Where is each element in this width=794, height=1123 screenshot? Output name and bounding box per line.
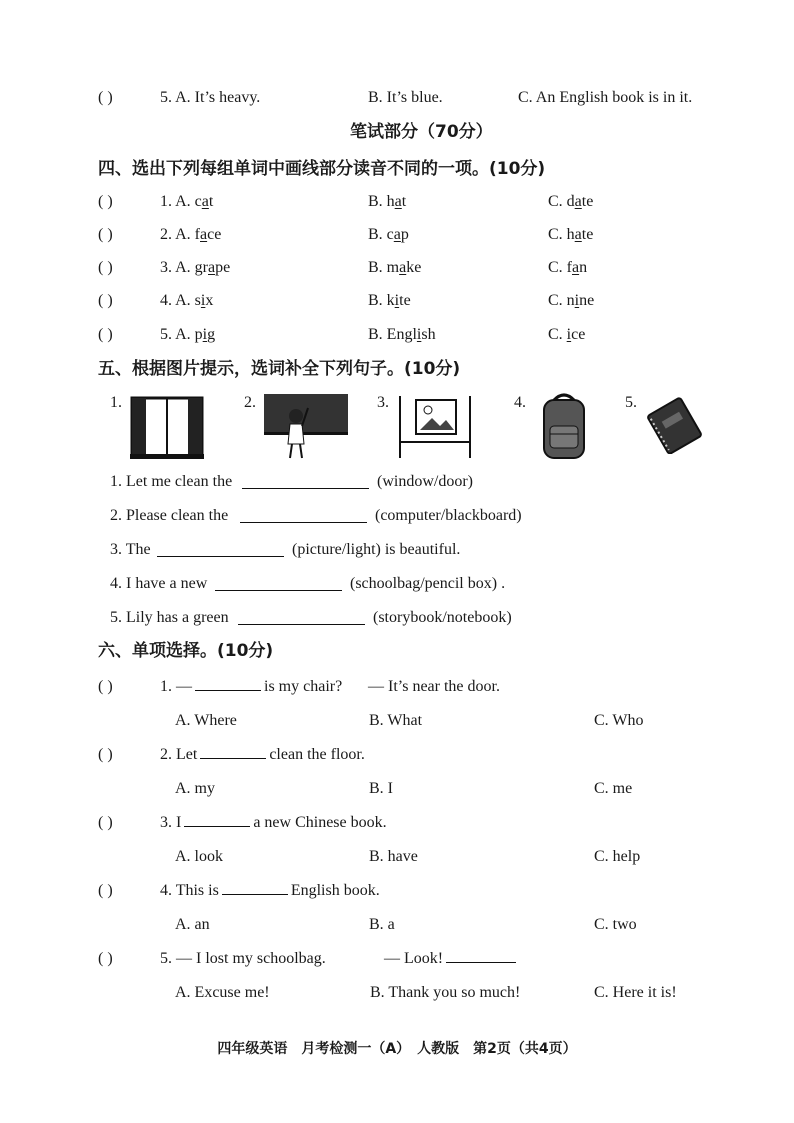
option-a: A. Excuse me! <box>175 984 270 1001</box>
word-part: C. n <box>548 292 575 309</box>
underlined-letter: a <box>574 193 582 210</box>
stem-pre: 2. Let <box>160 746 198 763</box>
word-part: te <box>399 292 411 309</box>
answer-paren[interactable]: ( ) <box>98 814 113 831</box>
option-a: A. an <box>175 916 210 933</box>
answer-paren[interactable]: ( ) <box>98 89 113 106</box>
word-part: 2. A. f <box>160 226 200 243</box>
underlined-letter: a <box>399 259 407 276</box>
stem-pre: 4. This is <box>160 882 219 899</box>
reply-text <box>384 944 519 974</box>
option-b: B. Thank you so much! <box>370 984 521 1001</box>
answer-paren[interactable]: ( ) <box>98 226 113 243</box>
answer-blank[interactable] <box>195 689 261 691</box>
s4-question-2 <box>0 220 794 250</box>
sentence-text: 3. The <box>110 541 151 558</box>
s6-options-1 <box>0 706 794 736</box>
word-part: 4. A. s <box>160 292 201 309</box>
s6-options-5 <box>0 978 794 1008</box>
answer-blank[interactable] <box>222 893 288 895</box>
answer-paren[interactable]: ( ) <box>98 326 113 343</box>
picture-number-4: 4. <box>514 394 526 411</box>
option-b: B. a <box>369 916 395 933</box>
word-part: t <box>208 193 214 210</box>
notebook-icon <box>645 396 703 454</box>
answer-blank[interactable] <box>215 589 342 591</box>
answer-paren[interactable]: ( ) <box>98 950 113 967</box>
option-b <box>368 187 406 217</box>
option-a <box>160 253 230 283</box>
picture-number-2: 2. <box>244 394 256 411</box>
underlined-letter: i <box>416 326 422 343</box>
word-part: pe <box>215 259 231 276</box>
option-a <box>160 320 215 350</box>
s5-sentence-1 <box>0 467 794 497</box>
sentence-text: 1. Let me clean the <box>110 473 233 490</box>
option-c <box>548 253 587 283</box>
s6-question-2 <box>0 740 794 770</box>
answer-paren[interactable]: ( ) <box>98 882 113 899</box>
answer-paren[interactable]: ( ) <box>98 193 113 210</box>
picture-number-5: 5. <box>625 394 637 411</box>
s6-question-4 <box>0 876 794 906</box>
stem-pre: 3. I <box>160 814 182 831</box>
option-b <box>368 286 411 316</box>
section-4-title: 四、选出下列每组单词中画线部分读音不同的一项。(10分) <box>98 159 546 179</box>
s6-question-1 <box>0 672 794 702</box>
s6-options-4 <box>0 910 794 940</box>
underlined-letter: i <box>200 292 206 309</box>
word-part: C. d <box>548 193 575 210</box>
page-footer: 四年级英语 月考检测一（A） 人教版 第2页（共4页） <box>217 1041 577 1057</box>
stem-post: is my chair? <box>264 678 343 695</box>
underlined-letter: a <box>572 259 580 276</box>
answer-blank[interactable] <box>200 757 266 759</box>
s4-question-5 <box>0 320 794 350</box>
option-c: C. me <box>594 780 633 797</box>
option-a: 5. A. It’s heavy. <box>160 89 261 106</box>
option-b: B. It’s blue. <box>368 89 443 106</box>
s4-question-4 <box>0 286 794 316</box>
word-part: ce <box>571 326 586 343</box>
underlined-letter: a <box>208 259 216 276</box>
underlined-letter: a <box>574 226 582 243</box>
question-stem <box>160 740 365 770</box>
picture-on-wall-icon <box>396 392 474 462</box>
word-part: te <box>581 226 594 243</box>
answer-blank[interactable] <box>238 623 365 625</box>
stem-post: English book. <box>290 882 380 899</box>
option-c: C. two <box>594 916 637 933</box>
s5-sentence-5 <box>0 603 794 633</box>
stem-pre: 1. — <box>160 678 192 695</box>
option-a <box>160 187 213 217</box>
word-part: 1. A. c <box>160 193 202 210</box>
picture-number-3: 3. <box>377 394 389 411</box>
s6-options-2 <box>0 774 794 804</box>
blackboard-icon <box>262 392 350 462</box>
underlined-letter: i <box>394 292 400 309</box>
word-part: ke <box>406 259 422 276</box>
word-part: C. <box>548 326 567 343</box>
word-choices: (picture/light) is beautiful. <box>292 541 461 558</box>
sentence-text: 2. Please clean the <box>110 507 229 524</box>
option-a: A. Where <box>175 712 237 729</box>
underlined-letter: a <box>201 193 209 210</box>
option-c: C. Who <box>594 712 644 729</box>
underlined-letter: i <box>566 326 572 343</box>
word-part: 5. A. p <box>160 326 203 343</box>
option-c: C. help <box>594 848 641 865</box>
s6-question-3 <box>0 808 794 838</box>
word-choices: (schoolbag/pencil box) . <box>350 575 506 592</box>
option-a <box>160 220 221 250</box>
schoolbag-icon <box>534 390 594 462</box>
option-b: B. I <box>369 780 393 797</box>
answer-blank[interactable] <box>240 521 367 523</box>
answer-blank[interactable] <box>184 825 250 827</box>
word-choices: (computer/blackboard) <box>375 507 522 524</box>
option-a: A. look <box>175 848 223 865</box>
picture-number-1: 1. <box>110 394 122 411</box>
underlined-letter: i <box>202 326 208 343</box>
option-c <box>548 286 594 316</box>
question-stem <box>160 672 342 702</box>
word-part: B. Engl <box>368 326 417 343</box>
written-part-title: 笔试部分（70分） <box>350 122 493 142</box>
reply-pre: — Look! <box>384 950 444 967</box>
s5-sentence-4 <box>0 569 794 599</box>
option-c: C. Here it is! <box>594 984 677 1001</box>
sentence-text: 4. I have a new <box>110 575 208 592</box>
underlined-letter: a <box>200 226 208 243</box>
s4-question-1 <box>0 187 794 217</box>
s5-sentence-3 <box>0 535 794 565</box>
option-b: B. What <box>369 712 423 729</box>
stem-post: clean the floor. <box>269 746 365 763</box>
word-choices: (window/door) <box>377 473 473 490</box>
option-b <box>368 320 436 350</box>
answer-blank[interactable] <box>446 961 516 963</box>
word-part: B. m <box>368 259 400 276</box>
answer-paren[interactable]: ( ) <box>98 259 113 276</box>
sentence-text: 5. Lily has a green <box>110 609 229 626</box>
option-c <box>548 187 593 217</box>
question-stem <box>160 808 387 838</box>
question-stem: 5. — I lost my schoolbag. <box>160 950 326 967</box>
word-part: n <box>579 259 588 276</box>
section-6-title: 六、单项选择。(10分) <box>98 641 274 661</box>
question-stem <box>160 876 380 906</box>
word-part: t <box>401 193 407 210</box>
word-choices: (storybook/notebook) <box>373 609 512 626</box>
answer-paren[interactable]: ( ) <box>98 746 113 763</box>
option-b: B. have <box>369 848 418 865</box>
reply-text: — It’s near the door. <box>368 678 500 695</box>
option-c: C. An English book is in it. <box>518 89 693 106</box>
s5-sentence-2 <box>0 501 794 531</box>
word-part: x <box>205 292 214 309</box>
word-part: C. f <box>548 259 572 276</box>
underlined-letter: a <box>393 226 401 243</box>
word-part: B. h <box>368 193 395 210</box>
word-part: B. c <box>368 226 394 243</box>
word-part: p <box>400 226 409 243</box>
word-part: ne <box>579 292 595 309</box>
top-question-5 <box>0 83 794 113</box>
option-b <box>368 220 409 250</box>
option-c <box>548 220 593 250</box>
option-b <box>368 253 421 283</box>
s4-question-3 <box>0 253 794 283</box>
word-part: ce <box>207 226 222 243</box>
answer-paren[interactable]: ( ) <box>98 292 113 309</box>
answer-blank[interactable] <box>157 555 284 557</box>
s6-question-5 <box>0 944 794 974</box>
answer-blank[interactable] <box>242 487 369 489</box>
underlined-letter: i <box>574 292 580 309</box>
word-part: C. h <box>548 226 575 243</box>
answer-paren[interactable]: ( ) <box>98 678 113 695</box>
option-a <box>160 286 213 316</box>
underlined-letter: a <box>394 193 402 210</box>
word-part: B. k <box>368 292 395 309</box>
window-icon <box>128 392 206 462</box>
option-c <box>548 320 585 350</box>
stem-post: a new Chinese book. <box>253 814 387 831</box>
s6-options-3 <box>0 842 794 872</box>
word-part: te <box>581 193 594 210</box>
word-part: sh <box>421 326 436 343</box>
word-part: 3. A. gr <box>160 259 208 276</box>
word-part: g <box>207 326 216 343</box>
section-5-title: 五、根据图片提示，选词补全下列句子。(10分) <box>98 359 461 379</box>
option-a: A. my <box>175 780 215 797</box>
